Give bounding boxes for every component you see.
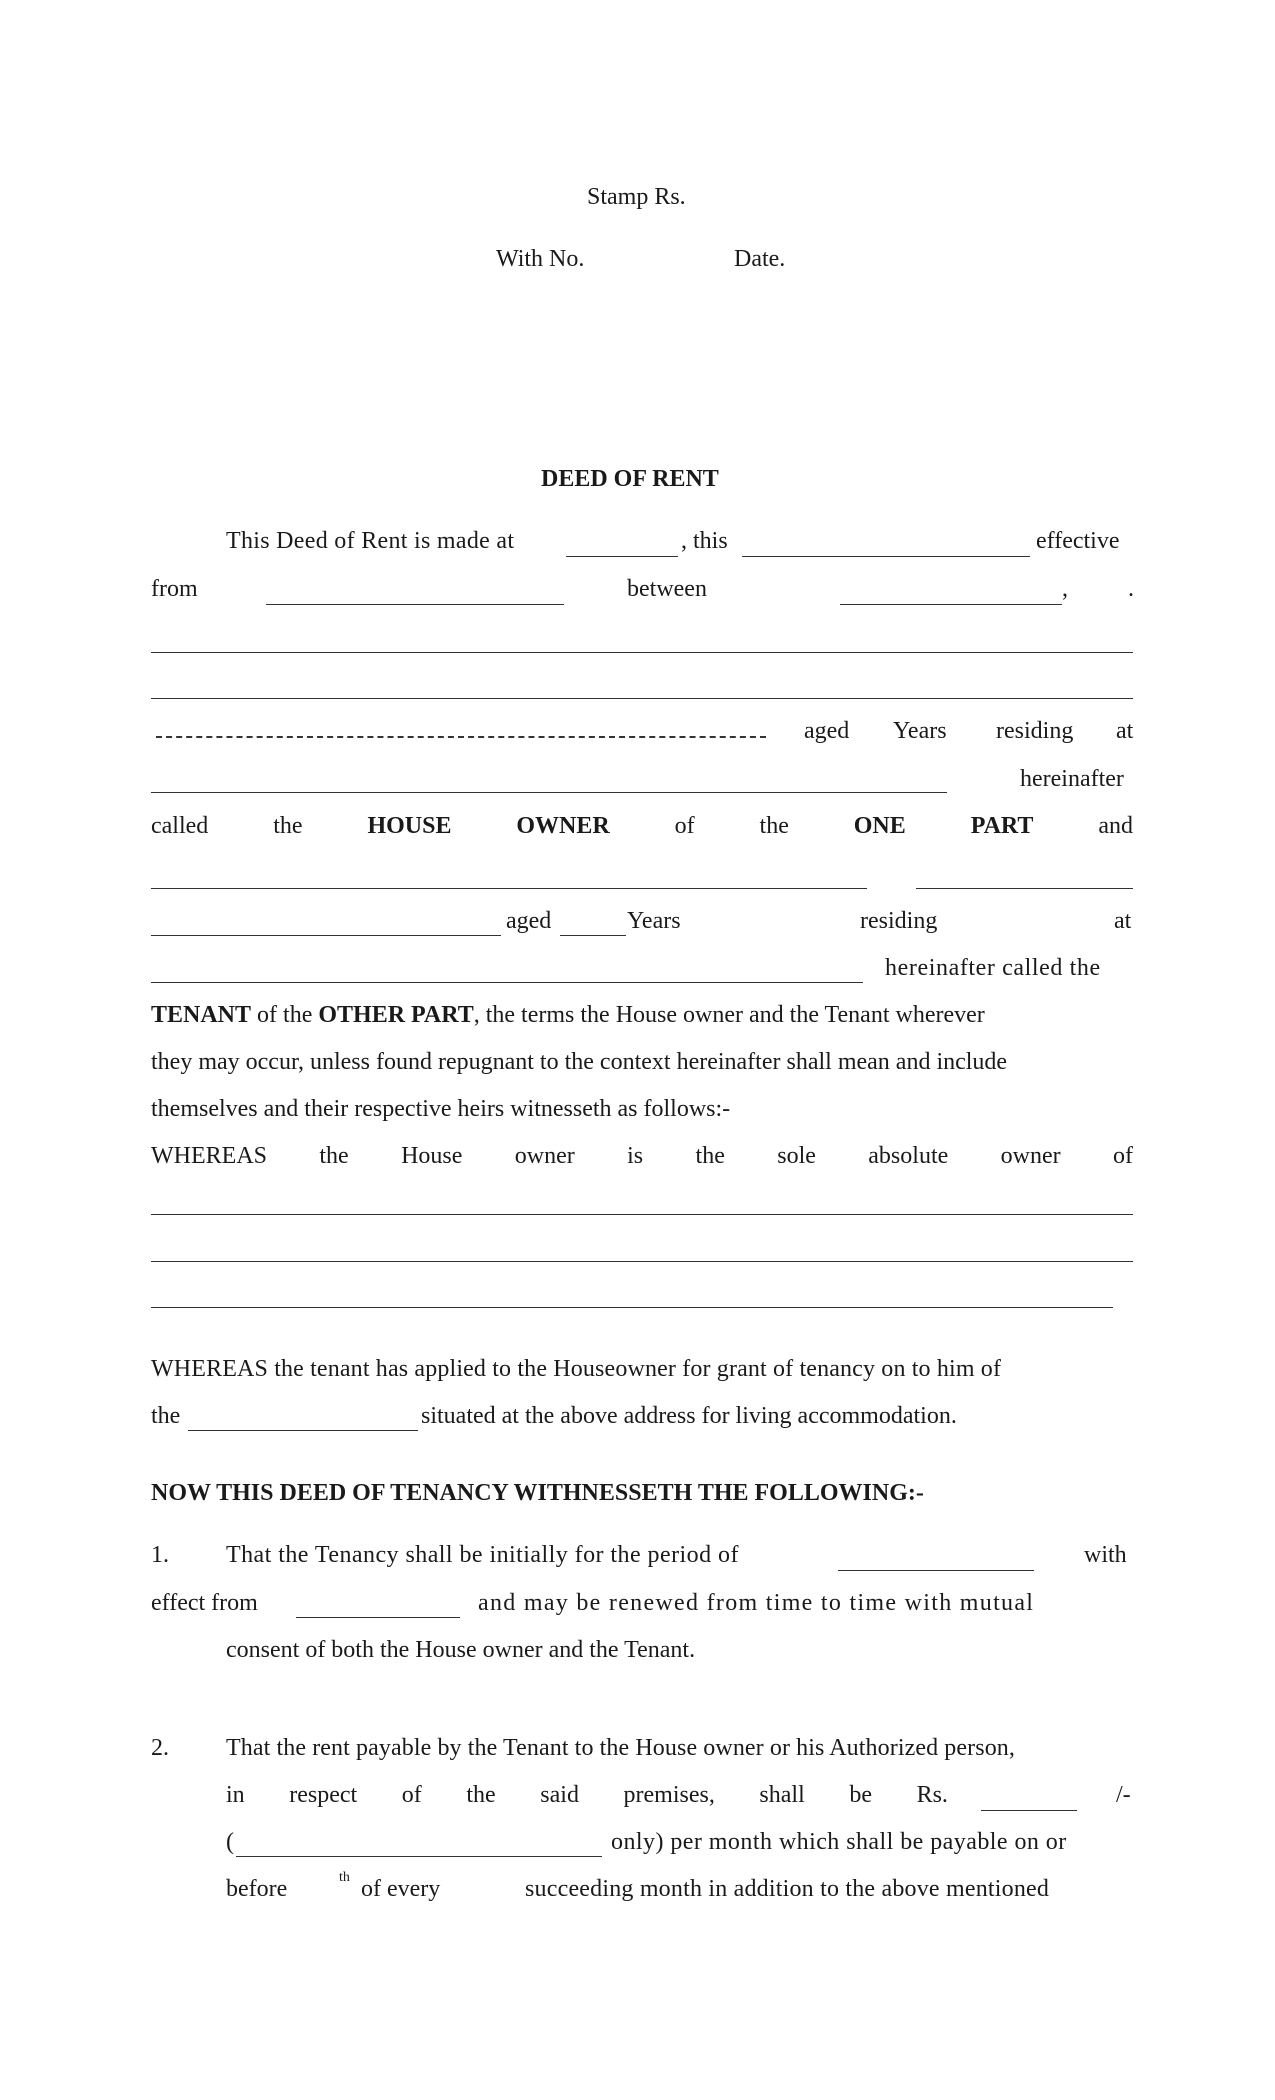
with-no-label: With No. xyxy=(496,246,585,272)
clause-1-number: 1. xyxy=(151,1542,169,1568)
word: said xyxy=(540,1782,579,1808)
word: owner xyxy=(1000,1143,1061,1169)
whereas-the: the xyxy=(151,1403,181,1429)
tenant-residing: residing xyxy=(860,908,938,934)
owner-part-line xyxy=(151,813,1133,840)
word: in xyxy=(226,1782,245,1808)
tenant-aged: aged xyxy=(506,908,552,934)
clause-1-line-2: and may be renewed from time to time with mutual xyxy=(478,1590,1035,1616)
comma: , xyxy=(1062,576,1068,602)
clause-2-before: before xyxy=(226,1876,288,1902)
word: sole xyxy=(777,1143,816,1169)
word: the xyxy=(273,813,303,839)
tenant-para-line-1 xyxy=(151,1002,985,1029)
place-blank[interactable] xyxy=(566,556,678,557)
word: of xyxy=(1113,1143,1133,1169)
from-date-blank[interactable] xyxy=(266,604,564,605)
date-blank[interactable] xyxy=(742,556,1030,557)
tenant-para-rest: , the terms the House owner and the Tenant wherever xyxy=(473,1002,985,1028)
word: WHEREAS xyxy=(151,1143,267,1169)
word: of xyxy=(401,1782,422,1808)
word: of xyxy=(674,813,695,839)
whereas-owner-line xyxy=(151,1143,1133,1170)
word: respect xyxy=(289,1782,358,1808)
word: absolute xyxy=(868,1143,949,1169)
word: is xyxy=(627,1143,644,1169)
now-heading: NOW THIS DEED OF TENANCY WITHNESSETH THE FOLLOWING:- xyxy=(151,1480,924,1506)
word: the xyxy=(759,813,789,839)
word: owner xyxy=(514,1143,575,1169)
of-the-text: of the xyxy=(257,1002,313,1028)
word: House xyxy=(401,1143,463,1169)
dot: . xyxy=(1128,576,1134,602)
other-part-keyword: OTHER PART xyxy=(318,1002,474,1028)
owner-aged: aged xyxy=(804,718,850,744)
rent-amount-blank[interactable] xyxy=(981,1810,1077,1811)
this-text: , this xyxy=(681,528,728,554)
date-label: Date. xyxy=(734,246,786,272)
word: PART xyxy=(970,813,1034,839)
owner-residing: residing xyxy=(996,718,1074,744)
from-text: from xyxy=(151,576,198,602)
rent-paren: ( xyxy=(226,1829,234,1855)
word: the xyxy=(319,1143,349,1169)
clause-2-line-1: That the rent payable by the Tenant to the House owner or his Authorized person, xyxy=(226,1735,1015,1761)
owner-years: Years xyxy=(893,718,947,744)
owner-name-line-2[interactable] xyxy=(151,698,1133,699)
word: the xyxy=(466,1782,496,1808)
whereas-tenant-line-2: situated at the above address for living accommodation. xyxy=(421,1403,957,1429)
clause-1-line-3: consent of both the House owner and the Tenant. xyxy=(226,1637,696,1663)
tenant-at: at xyxy=(1114,908,1132,934)
rent-slash: /- xyxy=(1116,1782,1131,1808)
tenant-name-blank-3[interactable] xyxy=(151,935,501,936)
period-blank[interactable] xyxy=(838,1570,1034,1571)
premises-blank[interactable] xyxy=(188,1430,418,1431)
property-line-3[interactable] xyxy=(151,1307,1113,1308)
between-text: between xyxy=(627,576,707,602)
clause-2-number: 2. xyxy=(151,1735,169,1761)
effect-from-blank[interactable] xyxy=(296,1617,460,1618)
word: shall xyxy=(759,1782,805,1808)
tenant-address-blank[interactable] xyxy=(151,982,863,983)
tenant-hereinafter: hereinafter called the xyxy=(885,955,1101,981)
tenant-para-line-2: they may occur, unless found repugnant to the context hereinafter shall mean and include xyxy=(151,1049,1008,1075)
owner-name-line-1[interactable] xyxy=(151,652,1133,653)
clause-2-line-3: only) per month which shall be payable on or xyxy=(611,1829,1067,1855)
tenant-years: Years xyxy=(627,908,681,934)
word: Rs. xyxy=(916,1782,948,1808)
owner-at: at xyxy=(1116,718,1134,744)
stamp-label: Stamp Rs. xyxy=(587,184,686,210)
effective-text: effective xyxy=(1036,528,1120,554)
document-title: DEED OF RENT xyxy=(541,466,719,492)
word: ONE xyxy=(853,813,906,839)
owner-address-blank[interactable] xyxy=(151,792,947,793)
word: OWNER xyxy=(516,813,610,839)
clause-2-line-4: succeeding month in addition to the above mentioned xyxy=(525,1876,1050,1902)
clause-2-th: th xyxy=(339,1870,350,1885)
clause-1-line-1: That the Tenancy shall be initially for the period of xyxy=(226,1542,739,1568)
word: premises, xyxy=(623,1782,715,1808)
owner-hereinafter: hereinafter xyxy=(1020,766,1124,792)
party-name-blank[interactable] xyxy=(840,604,1062,605)
word: HOUSE xyxy=(367,813,452,839)
made-at-text: This Deed of Rent is made at xyxy=(226,528,515,554)
word: be xyxy=(849,1782,872,1808)
clause-1-with: with xyxy=(1084,1542,1127,1568)
rent-words-blank[interactable] xyxy=(236,1856,602,1857)
property-line-2[interactable] xyxy=(151,1261,1133,1262)
tenant-name-blank-1[interactable] xyxy=(151,888,867,889)
tenant-age-blank[interactable] xyxy=(560,935,626,936)
tenant-keyword: TENANT xyxy=(151,1002,252,1028)
whereas-tenant-line-1: WHEREAS the tenant has applied to the Houseowner for grant of tenancy on to him of xyxy=(151,1356,1002,1382)
clause-2-line-2 xyxy=(226,1782,948,1809)
clause-1-effect-from: effect from xyxy=(151,1590,258,1616)
tenant-para-line-3: themselves and their respective heirs witnesseth as follows:- xyxy=(151,1096,731,1122)
owner-dashed-blank[interactable] xyxy=(156,736,766,738)
word: called xyxy=(151,813,209,839)
clause-2-of-every: of every xyxy=(361,1876,441,1902)
tenant-name-blank-2[interactable] xyxy=(916,888,1133,889)
word: and xyxy=(1098,813,1133,839)
word: the xyxy=(695,1143,725,1169)
property-line-1[interactable] xyxy=(151,1214,1133,1215)
